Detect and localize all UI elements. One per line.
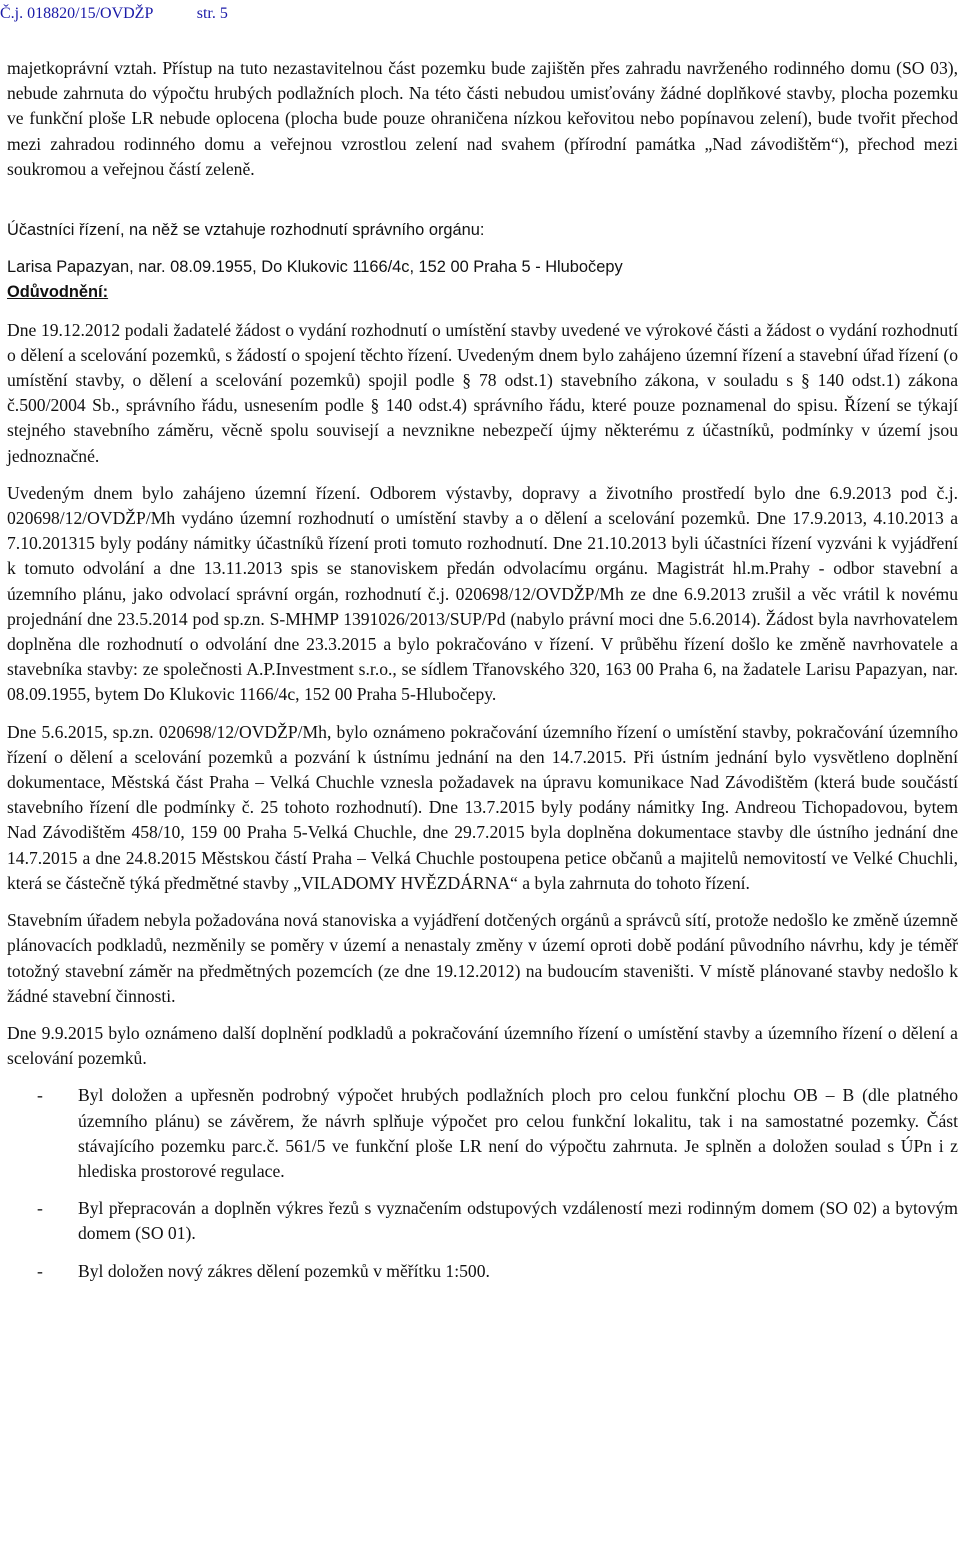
list-item <box>7 1259 958 1284</box>
page-header <box>0 4 228 24</box>
list-item <box>7 1083 958 1184</box>
document-reference: Č.j. 018820/15/OVDŽP <box>0 5 153 22</box>
paragraph-supplement: Dne 9.9.2015 bylo oznámeno další doplnění podkladů a pokračování územního řízení o umístění stavby a územního řízení o dělení a scelování pozemků. <box>7 1022 958 1069</box>
list-bullet: - <box>37 1260 43 1281</box>
paragraph-opinions: Stavebním úřadem nebyla požadována nová stanoviska a vyjádření dotčených orgánů a správců sítí, protože nedošlo ke změně územně plánovacích podkladů, nezměnily se poměry v území a nenastaly změny v území oproti době podání původního návrhu, kdy je téměř totožný stavební záměr na předmětných pozemcích (ze dne 19.12.2012) na budoucím staveništi. V místě plánované stavby nedošlo k žádné stavební činnosti. <box>7 910 958 1006</box>
page-number: str. 5 <box>196 5 228 22</box>
list-bullet: - <box>37 1085 43 1106</box>
paragraph-intro: majetkoprávní vztah. Přístup na tuto nezastavitelnou část pozemku bude zajištěn přes zahradu navrženého rodinného domu (SO 03), nebude zahrnuta do výpočtu hrubých podlažních ploch. Na této části nebudou umisťovány žádné doplňkové stavby, plocha pozemku ve funkční ploše LR nebude oplocena (plocha bude pouze ohraničena nízkou keřovitou nebo popínavou zelení), bude tvořit přechod mezi zahradou rodinného domu a veřejnou vzrostlou zelení nad svahem (přírodní památka „Nad závodištěm“), přechod mezi soukromou a veřejnou částí zeleně. <box>7 58 958 179</box>
supplement-list <box>7 1083 958 1283</box>
list-item-text: Byl doložen a upřesněn podrobný výpočet hrubých podlažních ploch pro celou funkční plochu OB – B (dle platného územního plánu) se závěrem, že návrh splňuje výpočet pro celou funkční lokalitu, tak i na samostatné pozemky. Část stávajícího pozemku parc.č. 561/5 ve funkční ploše LR není do výpočtu zahrnuta. Je splněn a doložen soulad s ÚPn i z hlediska prostorové regulace. <box>78 1085 958 1181</box>
list-item-text: Byl přepracován a doplněn výkres řezů s vyznačením odstupových vzdáleností mezi rodinným domem (SO 02) a bytovým domem (SO 01). <box>78 1198 958 1244</box>
document-body <box>7 56 958 1284</box>
participant-entry: Larisa Papazyan, nar. 08.09.1955, Do Klukovic 1166/4c, 152 00 Praha 5 - Hlubočepy <box>7 258 623 277</box>
paragraph-continuation: Dne 5.6.2015, sp.zn. 020698/12/OVDŽP/Mh, bylo oznámeno pokračování územního řízení o umístění stavby, pokračování územního řízení o dělení a scelování pozemků a pozvání k ústnímu jednání na den 14.7.2015. Při ústním jednání bylo vysvětleno doplnění dokumentace, Městská část Praha – Velká Chuchle vznesla požadavek na úpravu komunikace Nad Závodištěm (která bude součástí stavebního řízení dle podmínky č. 25 tohoto rozhodnutí). Dne 13.7.2015 byly podány námitky Ing. Andreou Tichopadovou, bytem Nad Závodištěm 458/10, 159 00 Praha 5-Velká Chuchle, dne 29.7.2015 byla doplněna dokumentace stavby dle ústního jednání dne 14.7.2015 a dne 24.8.2015 Městskou částí Praha – Velká Chuchle postoupena petice občanů a majitelů nemovitostí ve Velké Chuchli, která se částečně týká předmětné stavby „VILADOMY HVĚZDÁRNA“ a byla zahrnuta do tohoto řízení. <box>7 721 958 893</box>
list-bullet: - <box>37 1198 43 1219</box>
paragraph-proceedings-history: Uvedeným dnem bylo zahájeno územní řízení. Odborem výstavby, dopravy a životního prostředí bylo dne 6.9.2013 pod č.j. 020698/12/OVDŽP/Mh vydáno územní rozhodnutí o umístění stavby a o dělení a scelování pozemků. Dne 17.9.2013, 4.10.2013 a 7.10.201315 byly podány námitky účastníků řízení proti tomuto rozhodnutí. Dne 21.10.2013 byli účastníci řízení vyzváni k vyjádření k tomuto odvolání a dne 13.11.2013 spis se stanoviskem předán odvolacímu orgánu. Magistrát hl.m.Prahy - odbor stavební a územního plánu, jako odvolací správní orgán, rozhodnutí č.j. 020698/12/OVDŽP/Mh ze dne 6.9.2013 zrušil a věc vrátil k novému projednání dne 23.5.2014 pod sp.zn. S-MHMP 1391026/2013/SUP/Pd (nabylo právní moci dne 5.6.2014). Žádost byla navrhovatelem doplněna dle rozhodnutí o odvolání dne 23.3.2015 a bylo pokračováno v řízení. V průběhu řízení došlo ke změně navrhovatele a stavebníka stavby: ze společnosti A.P.Investment s.r.o., se sídlem Třanovského 320, 163 00 Praha 6, na žadatele Larisu Papazyan, nar. 08.09.1955, bytem Do Klukovic 1166/4c, 152 00 Praha 5-Hlubočepy. <box>7 482 958 705</box>
section-heading: Odůvodnění: <box>7 283 109 302</box>
paragraph-application: Dne 19.12.2012 podali žadatelé žádost o vydání rozhodnutí o umístění stavby uvedené ve výrokové části a žádost o vydání rozhodnutí o dělení a scelování pozemků, s žádostí o spojení těchto řízení. Uvedeným dnem bylo zahájeno územní řízení a stavební úřad řízení (o umístění stavby, o dělení a scelování pozemků) spojil podle § 78 odst.1) stavebního zákona, v souladu s § 140 odst.1) zákona č.500/2004 Sb., správního řádu, usnesením podle § 140 odst.4) správního řádu, které pouze poznamenal do spisu. Řízení se týkají stejného stavebního záměru, věcně spolu souvisejí a nevznikne nebezpečí újmy některému z účastníků, podmínky v území jsou jednoznačné. <box>7 319 958 466</box>
participants-label: Účastníci řízení, na něž se vztahuje rozhodnutí správního orgánu: <box>7 221 485 240</box>
list-item <box>7 1196 958 1246</box>
list-item-text: Byl doložen nový zákres dělení pozemků v měřítku 1:500. <box>78 1260 490 1281</box>
